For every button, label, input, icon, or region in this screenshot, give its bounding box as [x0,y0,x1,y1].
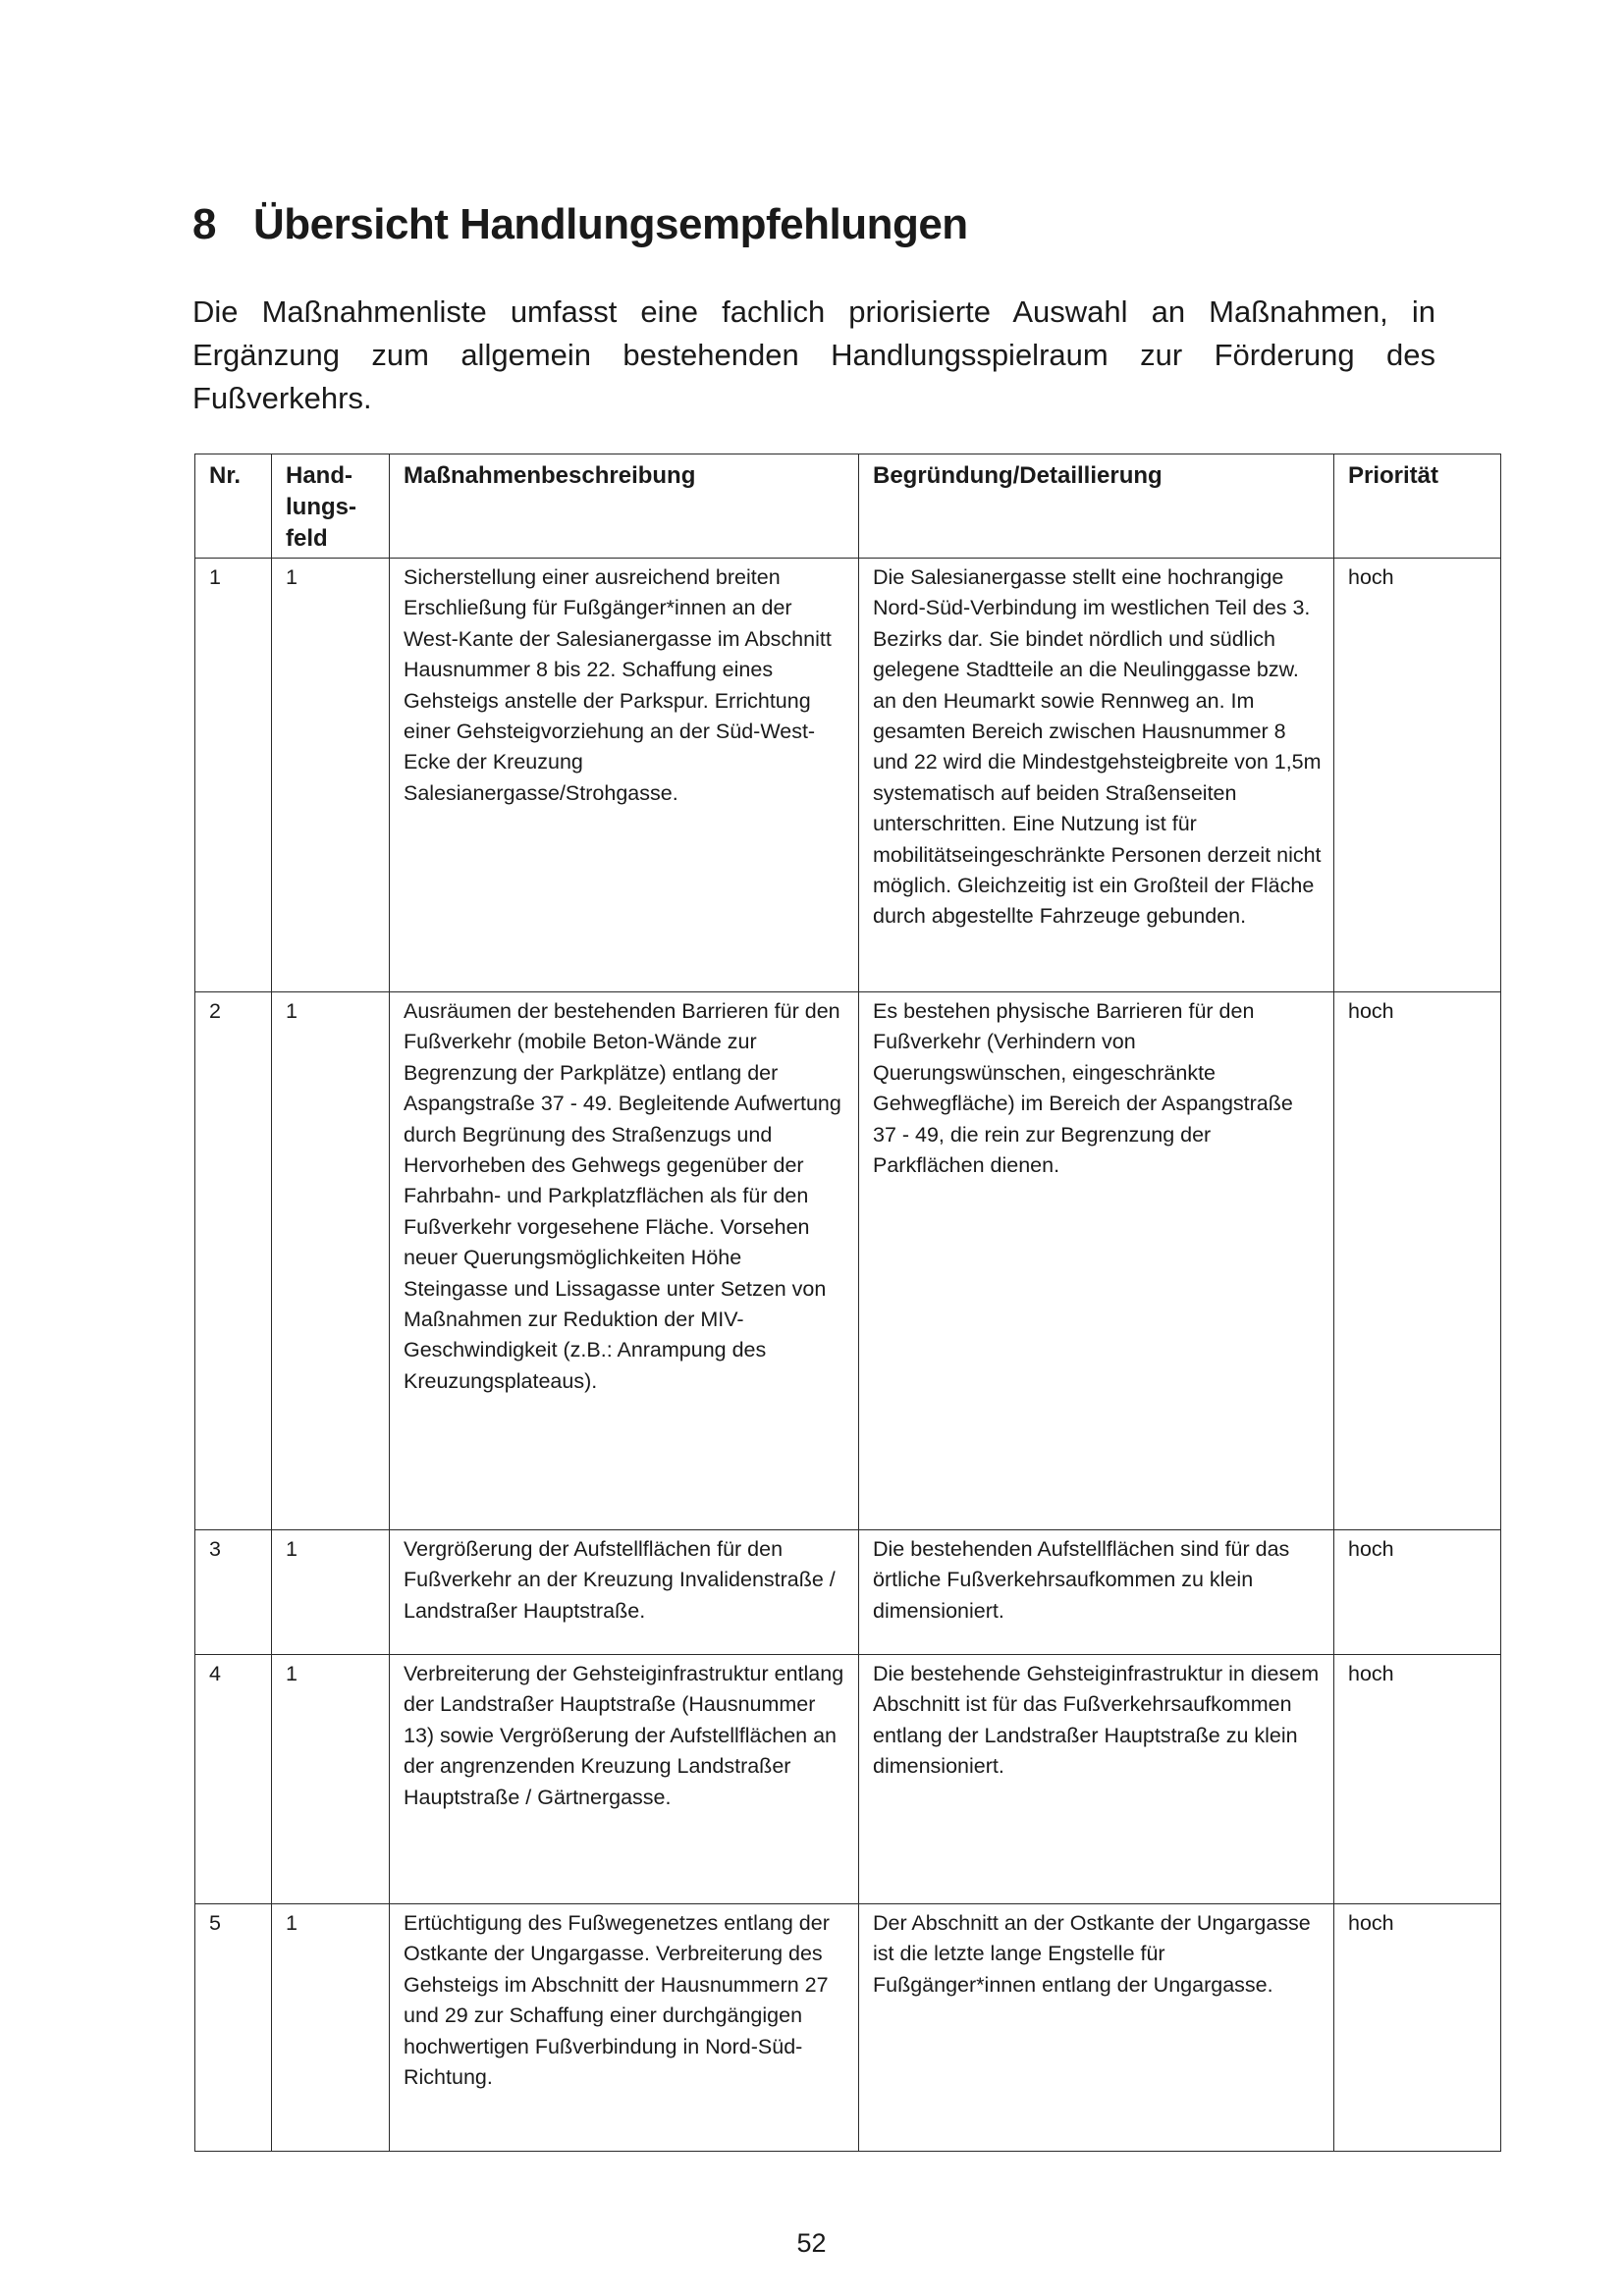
table-row [195,1530,1501,1655]
cell-begruendung: Der Abschnitt an der Ostkante der Ungargasse ist die letzte lange Engstelle für Fußgänger*innen entlang der Ungargasse. [859,1904,1334,2152]
cell-prioritaet: hoch [1334,992,1501,1530]
cell-nr: 4 [195,1655,272,1904]
cell-nr: 1 [195,559,272,992]
table-row [195,1904,1501,2152]
cell-beschreibung: Ausräumen der bestehenden Barrieren für den Fußverkehr (mobile Beton-Wände zur Begrenzung der Parkplätze) entlang der Aspangstraße 37 - 49. Begleitende Aufwertung durch Begrünung des Straßenzugs und Hervorheben des Gehwegs gegenüber der Fahrbahn- und Parkplatzflächen als für den Fußverkehr vorgesehene Fläche. Vorsehen neuer Querungsmöglichkeiten Höhe Steingasse und Lissagasse unter Setzen von Maßnahmen zur Reduktion der MIV-Geschwindigkeit (z.B.: Anrampung des Kreuzungsplateaus). [390,992,859,1530]
header-nr: Nr. [195,454,272,559]
cell-handlungsfeld: 1 [272,1530,390,1655]
cell-nr: 2 [195,992,272,1530]
cell-begruendung: Die bestehende Gehsteiginfrastruktur in diesem Abschnitt ist für das Fußverkehrsaufkommen entlang der Landstraßer Hauptstraße zu klein dimensioniert. [859,1655,1334,1904]
header-prioritaet: Priorität [1334,454,1501,559]
cell-nr: 3 [195,1530,272,1655]
section-title: Übersicht Handlungsempfehlungen [253,200,968,248]
cell-prioritaet: hoch [1334,1655,1501,1904]
cell-handlungsfeld: 1 [272,1655,390,1904]
cell-beschreibung: Ertüchtigung des Fußwegenetzes entlang der Ostkante der Ungargasse. Verbreiterung des Gehsteigs im Abschnitt der Hausnummern 27 und 29 zur Schaffung einer durchgängigen hochwertigen Fußverbindung in Nord-Süd-Richtung. [390,1904,859,2152]
header-handlungsfeld: Hand-lungs-feld [272,454,390,559]
cell-beschreibung: Vergrößerung der Aufstellflächen für den Fußverkehr an der Kreuzung Invalidenstraße / Landstraßer Hauptstraße. [390,1530,859,1655]
cell-nr: 5 [195,1904,272,2152]
header-begruendung: Begründung/Detaillierung [859,454,1334,559]
cell-begruendung: Die Salesianergasse stellt eine hochrangige Nord-Süd-Verbindung im westlichen Teil des 3. Bezirks dar. Sie bindet nördlich und südlich gelegene Stadtteile an die Neulinggasse bzw. an den Heumarkt sowie Rennweg an. Im gesamten Bereich zwischen Hausnummer 8 und 22 wird die Mindestgehsteigbreite von 1,5m systematisch auf beiden Straßenseiten unterschritten. Eine Nutzung ist für mobilitätseingeschränkte Personen derzeit nicht möglich. Gleichzeitig ist ein Großteil der Fläche durch abgestellte Fahrzeuge gebunden. [859,559,1334,992]
cell-prioritaet: hoch [1334,559,1501,992]
cell-handlungsfeld: 1 [272,1904,390,2152]
cell-beschreibung: Verbreiterung der Gehsteiginfrastruktur entlang der Landstraßer Hauptstraße (Hausnummer 13) sowie Vergrößerung der Aufstellflächen an der angrenzenden Kreuzung Landstraßer Hauptstraße / Gärtnergasse. [390,1655,859,1904]
table-header-row [195,454,1501,559]
table-row [195,559,1501,992]
section-number: 8 [192,200,216,248]
cell-prioritaet: hoch [1334,1530,1501,1655]
intro-paragraph: Die Maßnahmenliste umfasst eine fachlich priorisierte Auswahl an Maßnahmen, in Ergänzung zum allgemein bestehenden Handlungsspielraum zur Förderung des Fußverkehrs. [192,294,1435,415]
table-row [195,992,1501,1530]
cell-begruendung: Die bestehenden Aufstellflächen sind für das örtliche Fußverkehrsaufkommen zu klein dimensioniert. [859,1530,1334,1655]
cell-handlungsfeld: 1 [272,992,390,1530]
section-heading [192,200,968,249]
measures-table [194,454,1501,2152]
cell-handlungsfeld: 1 [272,559,390,992]
cell-begruendung: Es bestehen physische Barrieren für den Fußverkehr (Verhindern von Querungswünschen, eingeschränkte Gehwegfläche) im Bereich der Aspangstraße 37 - 49, die rein zur Begrenzung der Parkflächen dienen. [859,992,1334,1530]
table-row [195,1655,1501,1904]
page-number: 52 [796,2228,827,2258]
cell-prioritaet: hoch [1334,1904,1501,2152]
cell-beschreibung: Sicherstellung einer ausreichend breiten Erschließung für Fußgänger*innen an der West-Kante der Salesianergasse im Abschnitt Hausnummer 8 bis 22. Schaffung eines Gehsteigs anstelle der Parkspur. Errichtung einer Gehsteigvorziehung an der Süd-West-Ecke der Kreuzung Salesianergasse/Strohgasse. [390,559,859,992]
header-beschreibung: Maßnahmenbeschreibung [390,454,859,559]
